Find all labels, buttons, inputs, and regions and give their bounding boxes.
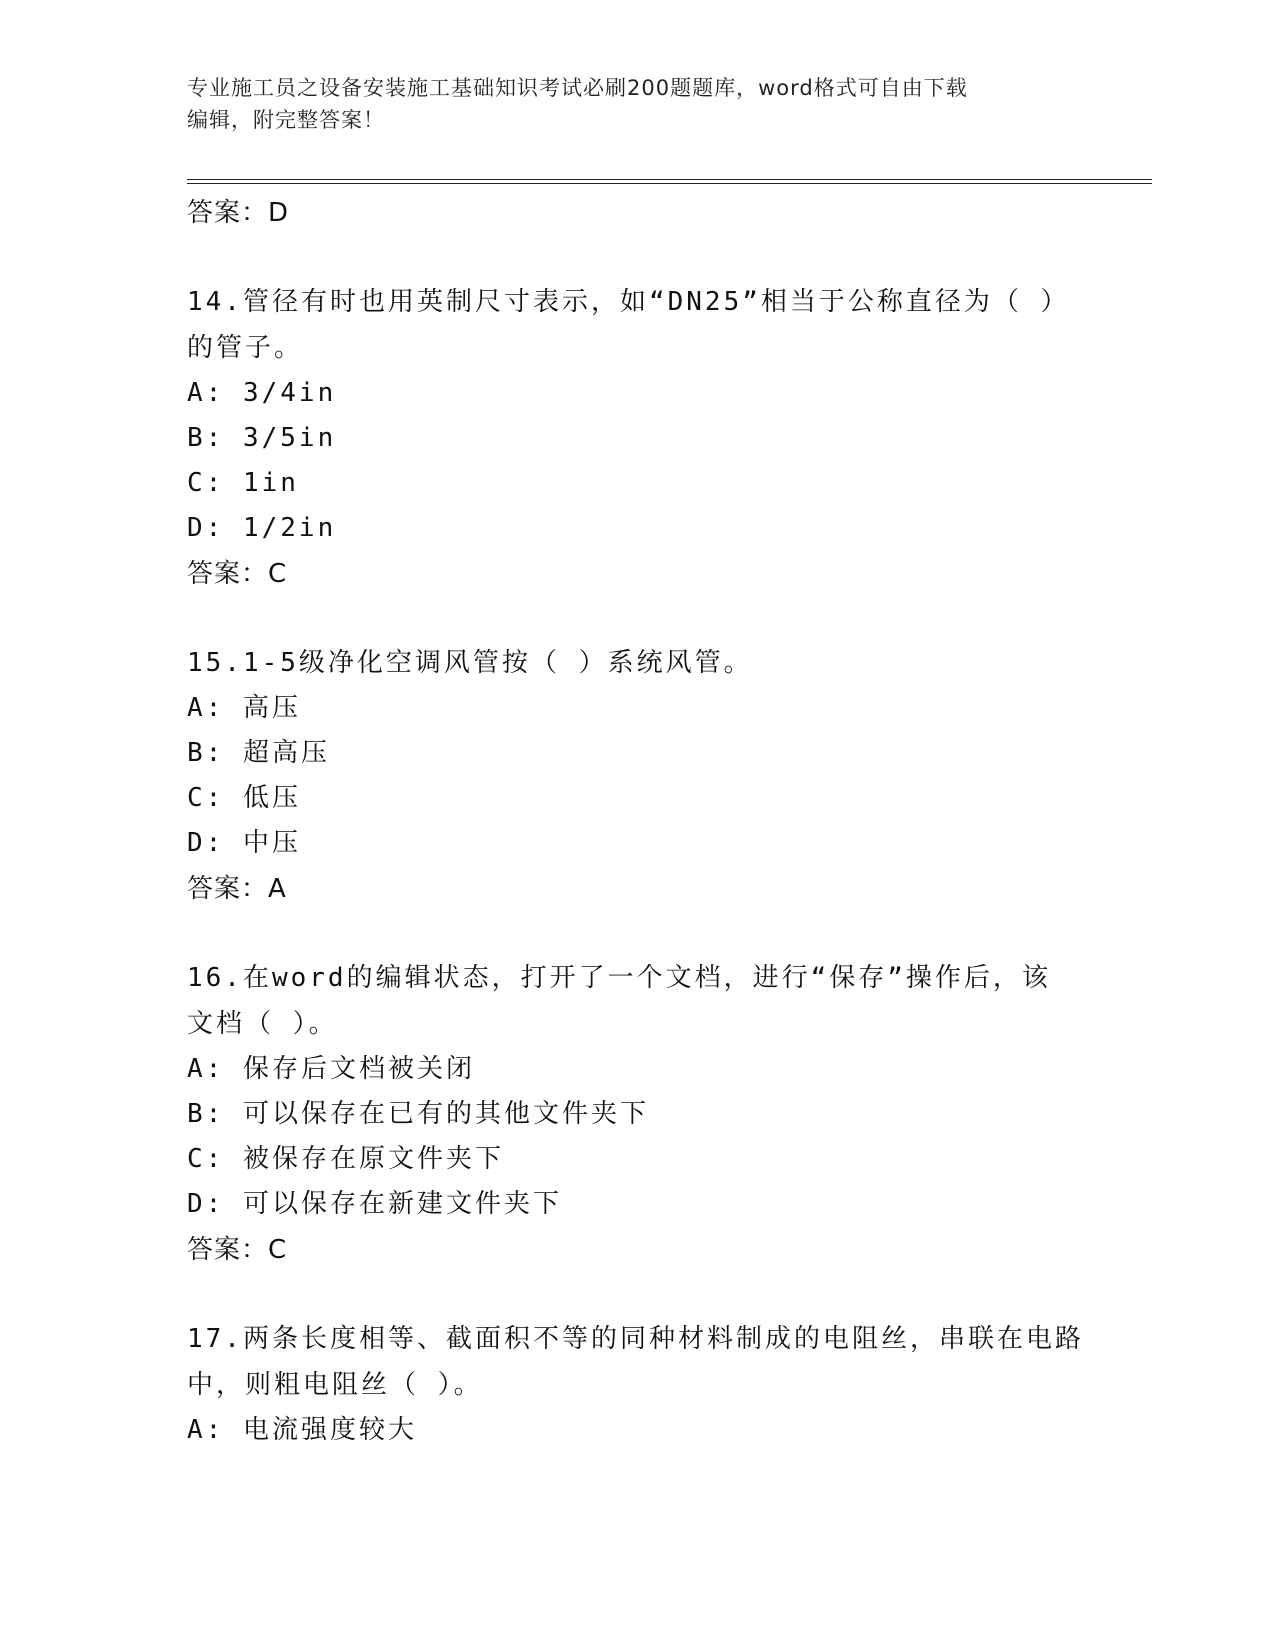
question-14: [187, 279, 1087, 597]
option-b: B: 3/5in: [187, 423, 337, 453]
question-stem: 14.管径有时也用英制尺寸表示，如“DN25”相当于公称直径为（ ） 的管子。: [187, 287, 1070, 363]
header-divider-bottom: [187, 183, 1152, 184]
question-15: [187, 640, 1087, 912]
option-b: B: 可以保存在已有的其他文件夹下: [187, 1099, 649, 1129]
header-title-line-1: 专业施工员之设备安装施工基础知识考试必刷200题题库，word格式可自由下载: [187, 76, 968, 100]
option-c: C: 被保存在原文件夹下: [187, 1144, 504, 1174]
question-stem: 17.两条长度相等、截面积不等的同种材料制成的电阻丝，串联在电路 中，则粗电阻丝（ ）。: [187, 1324, 1084, 1400]
option-a: A: 高压: [187, 693, 301, 723]
answer: 答案：A: [187, 874, 287, 904]
question-stem: 15.1-5级净化空调风管按（ ）系统风管。: [187, 648, 753, 678]
header-title-line-2: 编辑，附完整答案！: [187, 108, 385, 132]
option-a: A: 电流强度较大: [187, 1415, 417, 1445]
answer: 答案：C: [187, 1235, 288, 1265]
option-c: C: 1in: [187, 468, 299, 498]
question-stem: 16.在word的编辑状态，打开了一个文档，进行“保存”操作后，该 文档（ ）。: [187, 963, 1051, 1039]
question-17: [187, 1316, 1087, 1453]
document-header: [187, 72, 1087, 136]
option-c: C: 低压: [187, 783, 301, 813]
header-divider-top: [187, 179, 1152, 180]
option-b: B: 超高压: [187, 738, 330, 768]
previous-answer: 答案：D: [187, 198, 290, 228]
option-d: D: 1/2in: [187, 513, 337, 543]
answer: 答案：C: [187, 559, 288, 589]
option-a: A: 保存后文档被关闭: [187, 1054, 475, 1084]
question-16: [187, 955, 1087, 1273]
question-list: [187, 190, 1087, 1453]
option-a: A: 3/4in: [187, 378, 337, 408]
option-d: D: 中压: [187, 828, 301, 858]
option-d: D: 可以保存在新建文件夹下: [187, 1189, 562, 1219]
